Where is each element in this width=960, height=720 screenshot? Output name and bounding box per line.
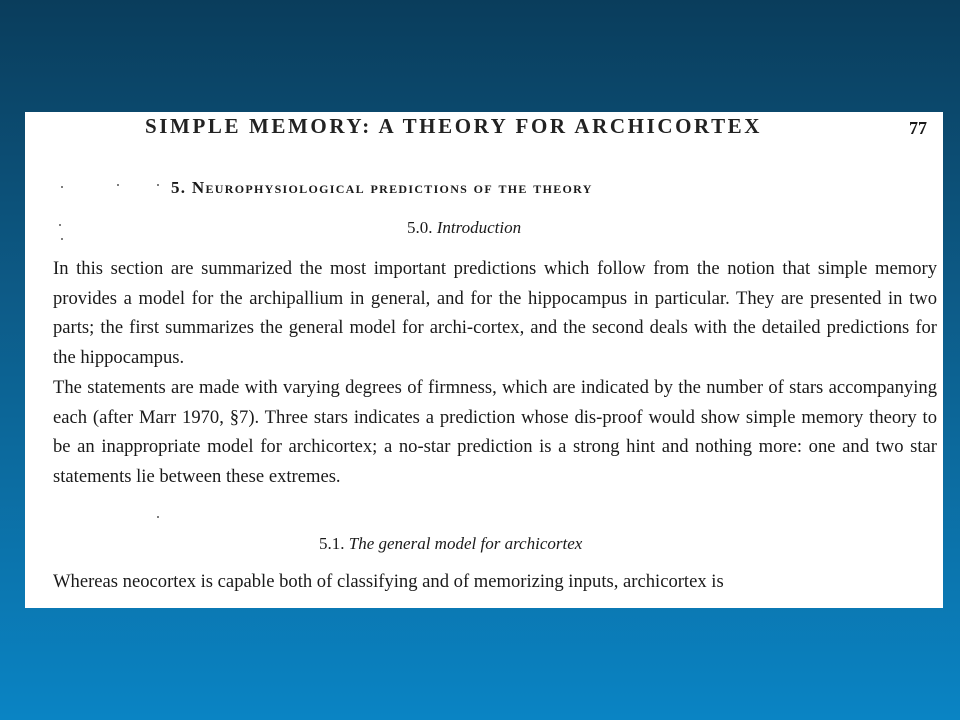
subsection-number: 5.0. — [407, 218, 433, 237]
paragraph-intro: In this section are summarized the most important predictions which follow from the notion that simple memory provides a model for the archipallium in general, and for the hippocampus in particular. They are presented in two parts; the first summarizes the general model for archi-cortex, and the second deals with the detailed predictions for the hippocampus. — [53, 258, 937, 368]
scan-speck — [157, 516, 159, 518]
subsection-number: 5.1. — [319, 534, 345, 553]
subsection-title: The general model for archicortex — [348, 534, 583, 553]
subsection-heading-5-0 — [407, 218, 521, 238]
running-head: SIMPLE MEMORY: A THEORY FOR ARCHICORTEX — [145, 114, 763, 138]
scanned-page — [25, 112, 943, 608]
scan-speck — [117, 184, 119, 186]
paragraph-statements: The statements are made with varying degrees of firmness, which are indicated by the number of stars accompanying each (after Marr 1970, §7). Three stars indicates a prediction whose dis-proof would show simple memory theory to be an inappropriate model for archicortex; a no-star prediction is a strong hint and nothing more: one and two star statements lie between these extremes. — [53, 377, 937, 487]
subsection-title: Introduction — [436, 218, 522, 237]
paragraph-general-model: Whereas neocortex is capable both of classifying and of memorizing inputs, archicortex is — [53, 571, 724, 592]
scan-speck — [61, 238, 63, 240]
scan-speck — [157, 184, 159, 186]
scan-speck — [59, 224, 61, 226]
page-number: 77 — [909, 118, 927, 138]
subsection-heading-5-1 — [319, 534, 582, 554]
section-title: 5. Neurophysiological predictions of the theory — [171, 178, 593, 197]
scan-speck — [61, 186, 63, 188]
